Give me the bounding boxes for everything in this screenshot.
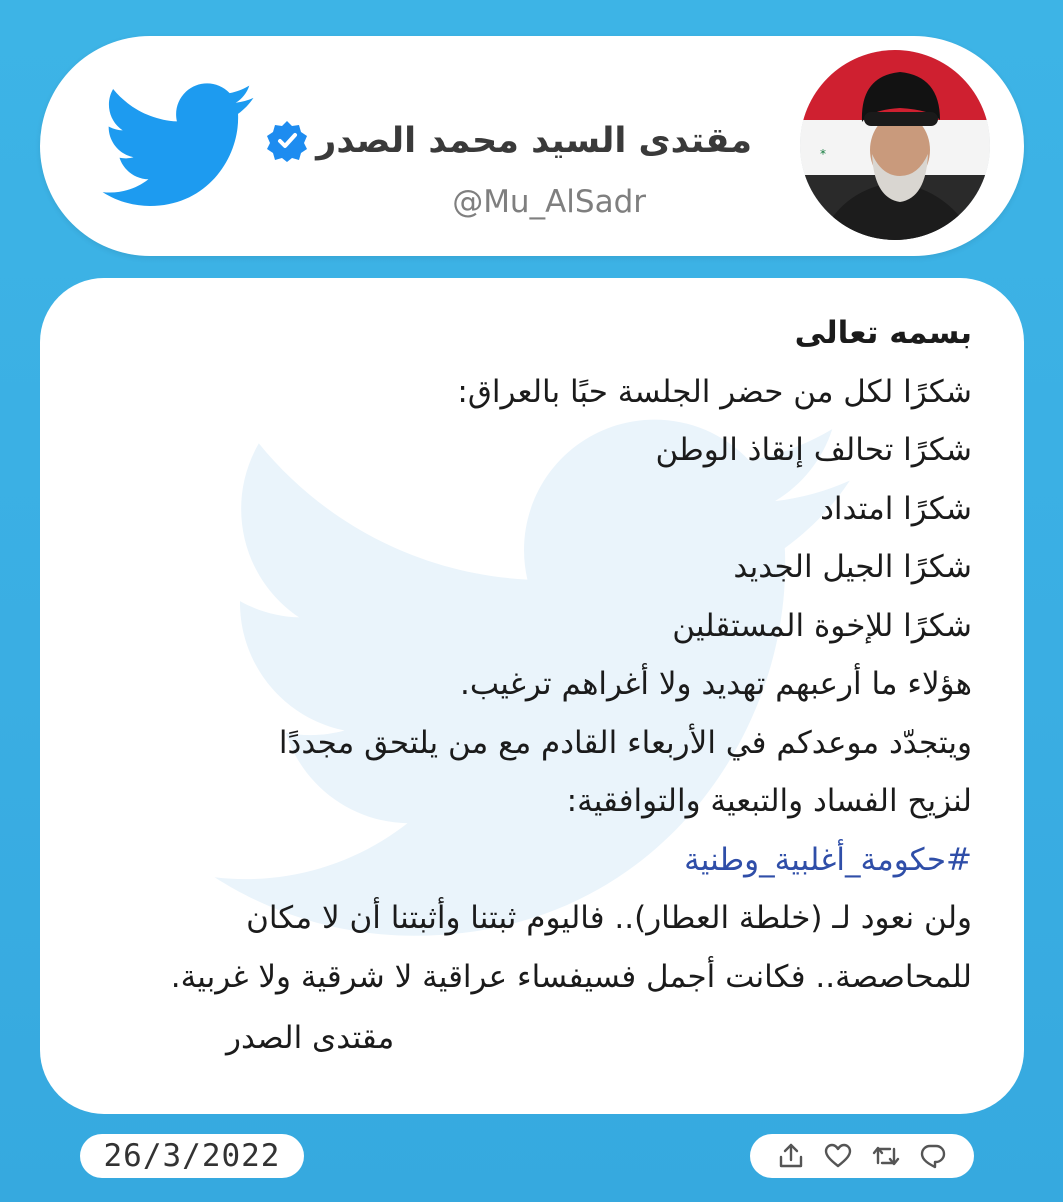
tweet-line: شكرًا لكل من حضر الجلسة حبًا بالعراق: <box>457 373 972 410</box>
date-pill <box>80 1134 304 1178</box>
tweet-actions-bar <box>750 1134 974 1178</box>
tweet-line: ويتجدّد موعدكم في الأربعاء القادم مع من يلتحق مجددًا <box>278 724 972 761</box>
tweet-line: شكرًا للإخوة المستقلين <box>672 607 972 644</box>
share-icon[interactable] <box>775 1140 807 1172</box>
tweet-line: شكرًا تحالف إنقاذ الوطن <box>655 432 972 468</box>
twitter-bird-icon <box>102 82 254 208</box>
verified-badge-icon <box>266 120 308 162</box>
profile-avatar[interactable] <box>800 50 990 240</box>
name-row <box>266 120 752 162</box>
svg-text:*: * <box>820 147 826 161</box>
tweet-line: ولن نعود لـ (خلطة العطار).. فاليوم ثبتنا وأثبتنا أن لا مكان <box>246 900 972 936</box>
display-name[interactable]: مقتدى السيد محمد الصدر <box>316 121 752 161</box>
tweet-line: شكرًا الجيل الجديد <box>733 549 972 585</box>
tweet-body-card <box>40 278 1024 1114</box>
tweet-line: هؤلاء ما أرعبهم تهديد ولا أغراهم ترغيب. <box>460 666 972 702</box>
tweet-line: للمحاصصة.. فكانت أجمل فسيفساء عراقية لا شرقية ولا غربية. <box>170 958 972 995</box>
tweet-text <box>72 304 972 1006</box>
avatar-image <box>800 50 990 240</box>
tweet-line: لنزيح الفساد والتبعية والتوافقية: <box>566 783 972 819</box>
hashtag-link[interactable]: #حكومة_أغلبية_وطنية <box>684 841 972 878</box>
profile-handle[interactable]: @Mu_AlSadr <box>452 184 646 220</box>
tweet-line: شكرًا امتداد <box>820 490 972 527</box>
tweet-date: 26/3/2022 <box>103 1138 281 1174</box>
tweet-signature: مقتدى الصدر <box>226 1020 395 1056</box>
profile-header-card <box>40 36 1024 256</box>
tweet-line-greeting: بسمه تعالى <box>794 315 972 351</box>
like-icon[interactable] <box>822 1140 854 1172</box>
reply-icon[interactable] <box>917 1140 949 1172</box>
retweet-icon[interactable] <box>870 1140 902 1172</box>
